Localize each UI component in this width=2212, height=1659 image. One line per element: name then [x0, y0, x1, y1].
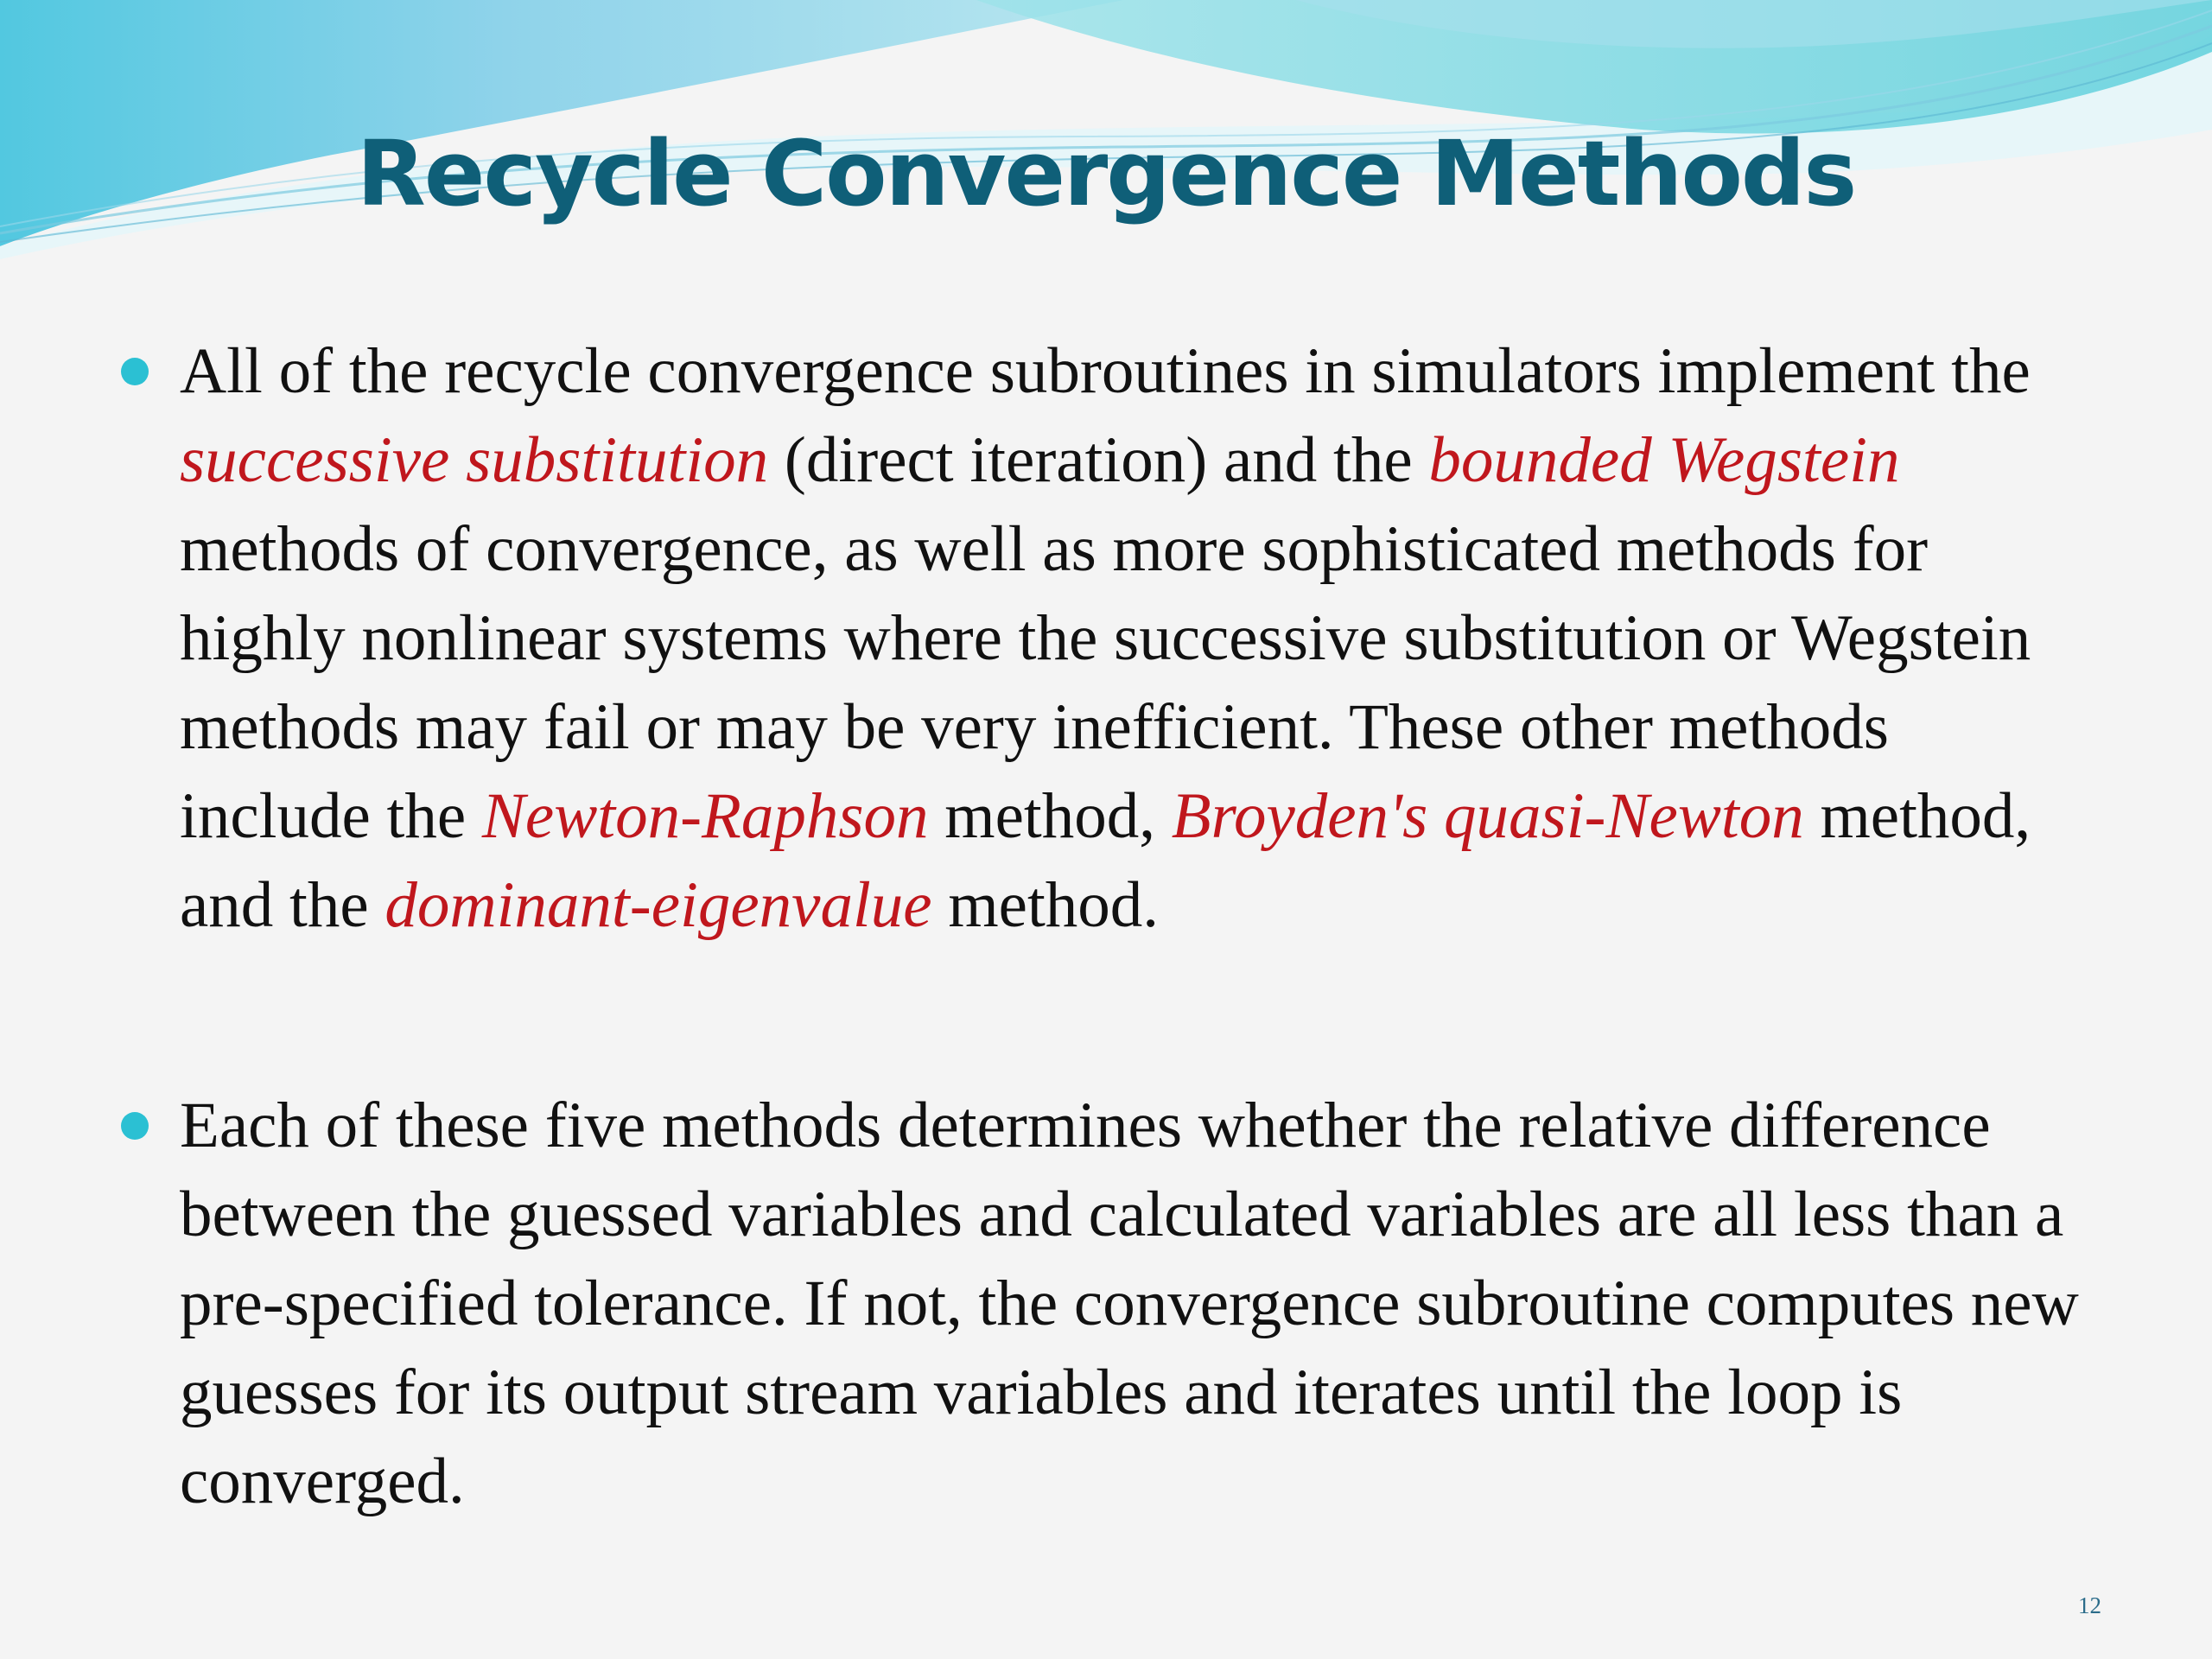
bullet-dot-icon	[121, 1112, 149, 1140]
bullet-text: method, and the	[180, 780, 2031, 941]
bullet-dot-icon	[121, 358, 149, 385]
bullet-text: method,	[928, 780, 1172, 852]
term-successive-substitution: successive substitution	[180, 424, 769, 496]
bullet-item-convergence-methods	[180, 327, 2081, 950]
slide-title: Recycle Convergence Methods	[356, 121, 1856, 226]
bullet-text: methods of convergence, as well as more sophisticated methods for highly nonlinear systems where the successive substitution or Wegstein methods may fail or may be very inefficient. These other methods include the	[180, 513, 2031, 852]
bullet-text: (direct iteration) and the	[768, 424, 1429, 496]
bullet-text: All of the recycle convergence subroutines in simulators implement the	[180, 335, 2031, 407]
term-newton-raphson: Newton-Raphson	[481, 780, 929, 852]
bullet-text: method.	[931, 869, 1160, 941]
bullet-item-tolerance-check	[180, 1081, 2081, 1526]
term-bounded-wegstein: bounded Wegstein	[1428, 424, 1900, 496]
term-dominant-eigenvalue: dominant-eigenvalue	[385, 869, 932, 941]
bullet-list	[180, 327, 2081, 1526]
term-broyden-quasi-newton: Broyden's quasi-Newton	[1171, 780, 1804, 852]
page-number: 12	[2078, 1592, 2101, 1618]
bullet-text: Each of these five methods determines whether the relative difference between the guessed variables and calculated variables are all less than a pre-specified tolerance. If not, the convergence subroutine computes new guesses for its output stream variables and iterates until the loop is converged.	[180, 1090, 2079, 1517]
